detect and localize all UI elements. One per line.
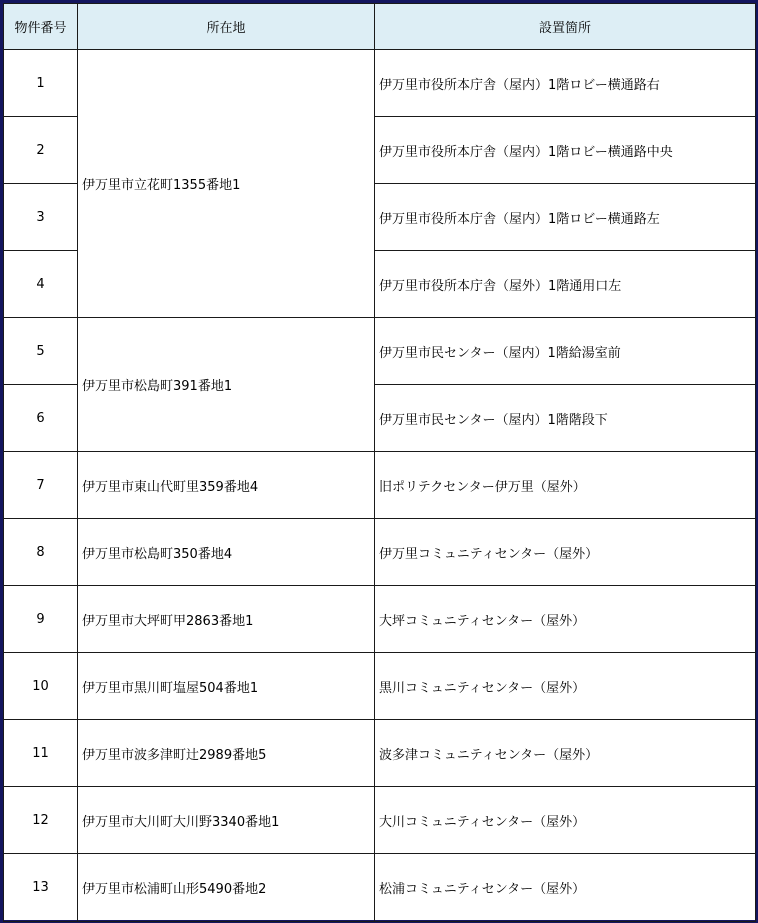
row-location: 伊万里市役所本庁舎（屋外）1階通用口左	[375, 251, 756, 318]
row-address: 伊万里市大川町大川野3340番地1	[78, 787, 375, 854]
row-location: 大坪コミュニティセンター（屋外）	[375, 586, 756, 653]
row-address: 伊万里市松島町391番地1	[78, 318, 375, 452]
table-row	[4, 50, 756, 117]
property-table	[3, 3, 756, 922]
table-row	[4, 318, 756, 385]
table-row	[4, 653, 756, 720]
row-location: 波多津コミュニティセンター（屋外）	[375, 720, 756, 787]
row-number: 4	[4, 251, 78, 318]
row-number: 8	[4, 519, 78, 586]
row-number: 3	[4, 184, 78, 251]
table-row	[4, 452, 756, 519]
row-location: 伊万里市役所本庁舎（屋内）1階ロビー横通路中央	[375, 117, 756, 184]
row-number: 7	[4, 452, 78, 519]
row-number: 13	[4, 854, 78, 922]
row-address: 伊万里市立花町1355番地1	[78, 50, 375, 318]
table-row	[4, 787, 756, 854]
row-location: 松浦コミュニティセンター（屋外）	[375, 854, 756, 922]
row-location: 旧ポリテクセンター伊万里（屋外）	[375, 452, 756, 519]
table-row	[4, 586, 756, 653]
row-location: 伊万里市役所本庁舎（屋内）1階ロビー横通路左	[375, 184, 756, 251]
table-row	[4, 519, 756, 586]
row-address: 伊万里市大坪町甲2863番地1	[78, 586, 375, 653]
row-location: 大川コミュニティセンター（屋外）	[375, 787, 756, 854]
row-address: 伊万里市東山代町里359番地4	[78, 452, 375, 519]
row-number: 11	[4, 720, 78, 787]
row-location: 黒川コミュニティセンター（屋外）	[375, 653, 756, 720]
header-number: 物件番号	[4, 4, 78, 50]
row-location: 伊万里コミュニティセンター（屋外）	[375, 519, 756, 586]
row-number: 12	[4, 787, 78, 854]
row-address: 伊万里市波多津町辻2989番地5	[78, 720, 375, 787]
table-header-row	[4, 4, 756, 50]
table-row	[4, 854, 756, 922]
row-number: 9	[4, 586, 78, 653]
row-location: 伊万里市民センター（屋内）1階階段下	[375, 385, 756, 452]
header-location: 設置箇所	[375, 4, 756, 50]
row-number: 5	[4, 318, 78, 385]
table-row	[4, 720, 756, 787]
row-number: 2	[4, 117, 78, 184]
row-location: 伊万里市民センター（屋内）1階給湯室前	[375, 318, 756, 385]
row-number: 1	[4, 50, 78, 117]
row-address: 伊万里市松島町350番地4	[78, 519, 375, 586]
row-location: 伊万里市役所本庁舎（屋内）1階ロビー横通路右	[375, 50, 756, 117]
header-address: 所在地	[78, 4, 375, 50]
row-number: 6	[4, 385, 78, 452]
row-address: 伊万里市松浦町山形5490番地2	[78, 854, 375, 922]
row-number: 10	[4, 653, 78, 720]
row-address: 伊万里市黒川町塩屋504番地1	[78, 653, 375, 720]
